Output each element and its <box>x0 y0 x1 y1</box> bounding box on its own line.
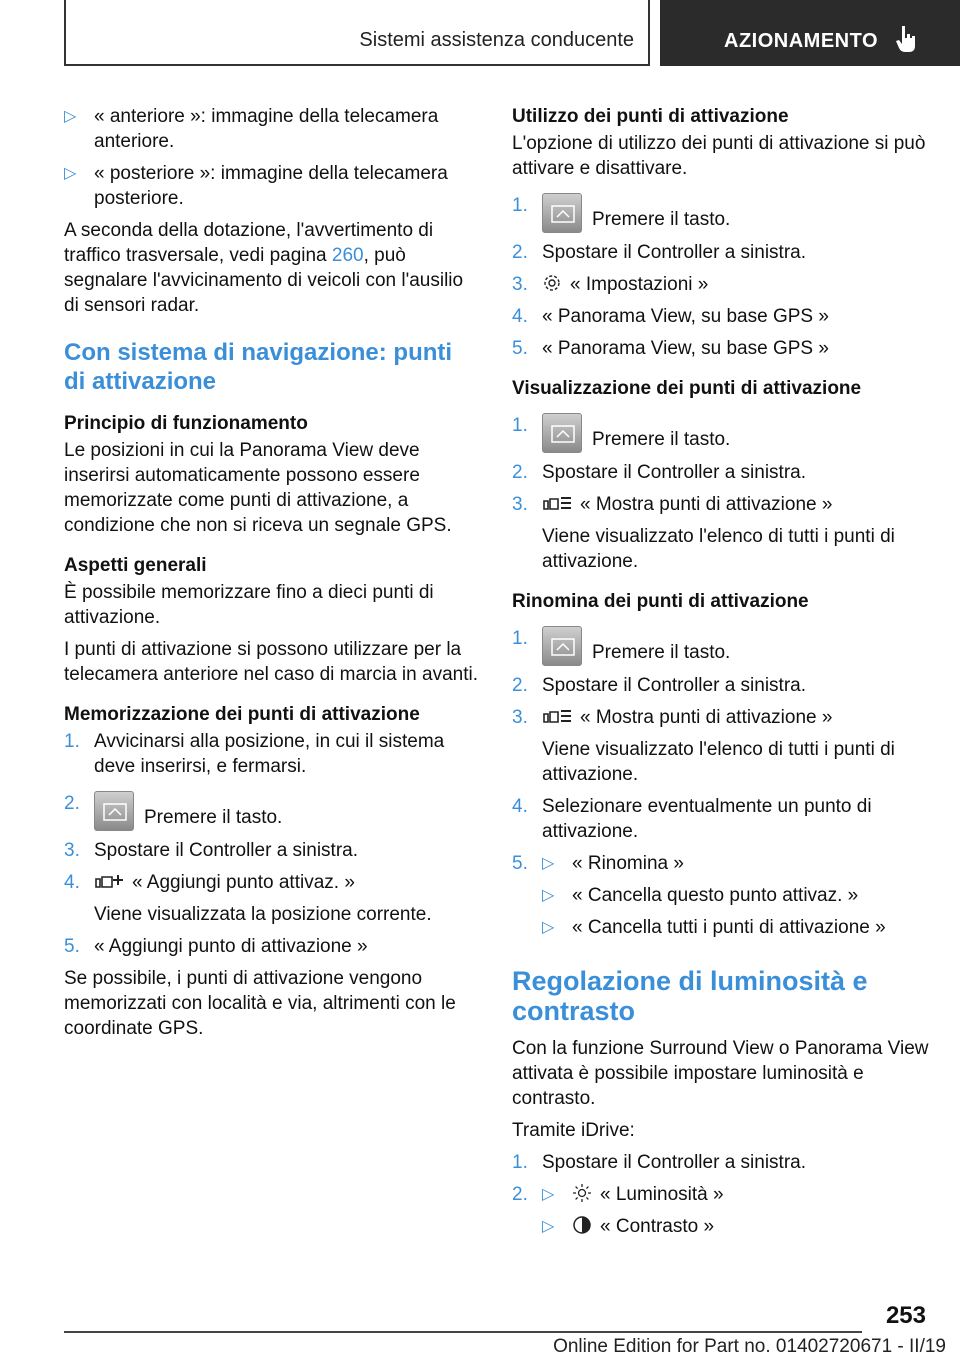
list-item: 5. ▷ « Rinomina » <box>512 851 932 876</box>
add-point-icon <box>94 873 124 891</box>
list-item: 2. ▷ « Luminosità » <box>512 1182 932 1207</box>
subheading: Aspetti generali <box>64 555 207 576</box>
header-section-title: Sistemi assistenza conducente <box>359 29 634 51</box>
sub-list-wrap <box>512 883 932 908</box>
list-item: ▷ « posteriore »: immagine della telecamera posteriore. <box>64 163 448 209</box>
page-number: 253 <box>885 1302 926 1329</box>
list-item: 1. Avvicinarsi alla posizione, in cui il sistema deve inserirsi, e fermarsi. <box>64 731 445 777</box>
camera-button-icon <box>542 193 582 233</box>
subheading: Visualizzazione dei punti di attivazione <box>512 378 862 399</box>
gear-icon <box>542 273 562 293</box>
paragraph: Con la funzione Surround View o Panorama View attivata è possibile impostare luminosità e contrasto. <box>512 1038 929 1109</box>
contrast-icon <box>572 1215 592 1235</box>
paragraph: L'opzione di utilizzo dei punti di attivazione si può attivare e disattivare. <box>512 133 926 179</box>
camera-button-icon <box>542 626 582 666</box>
list-item: 2. Premere il tasto. <box>64 791 478 831</box>
list-item-continuation: Viene visualizzato l'elenco di tutti i punti di attivazione. <box>542 526 895 572</box>
left-column <box>64 104 478 1048</box>
paragraph: È possibile memorizzare fino a dieci punti di attivazione. <box>64 582 434 628</box>
list-item: 2. Spostare il Controller a sinistra. <box>512 675 806 696</box>
footer-rule <box>64 1331 862 1333</box>
footer-edition: Online Edition for Part no. 01402720671 - II/19 <box>553 1336 946 1357</box>
show-points-icon <box>542 708 572 726</box>
subheading: Memorizzazione dei punti di attivazione <box>64 704 420 725</box>
header-section-box <box>64 0 650 66</box>
list-item-continuation: Viene visualizzata la posizione corrente. <box>94 904 432 925</box>
paragraph: Se possibile, i punti di attivazione vengono memorizzati con località e via, altrimenti con le coordinate GPS. <box>64 968 456 1039</box>
subheading: Rinomina dei punti di attivazione <box>512 591 809 612</box>
header-chapter-box <box>660 0 960 66</box>
sub-list-item: ▷ « Cancella tutti i punti di attivazione » <box>542 917 886 938</box>
sub-list-item: ▷ « Cancella questo punto attivaz. » <box>542 885 859 906</box>
list-item: 3. « Mostra punti di attivazione » <box>512 707 833 728</box>
list-item: 4. « Aggiungi punto attivaz. » <box>64 872 355 893</box>
camera-button-icon <box>94 791 134 831</box>
list-item: 4. « Panorama View, su base GPS » <box>512 306 829 327</box>
sub-list-wrap <box>512 915 932 940</box>
list-item: 2. Spostare il Controller a sinistra. <box>512 462 806 483</box>
list-item: 4. Selezionare eventualmente un punto di attivazione. <box>512 796 872 842</box>
sub-list-item: ▷ « Luminosità » <box>542 1184 724 1205</box>
right-column <box>512 104 932 1246</box>
list-item: 3. « Impostazioni » <box>512 274 709 295</box>
page-link[interactable]: 260 <box>331 245 364 266</box>
paragraph: I punti di attivazione si possono utilizzare per la telecamera anteriore nel caso di marcia in avanti. <box>64 639 478 685</box>
list-item: 3. Spostare il Controller a sinistra. <box>64 840 358 861</box>
list-item: 5. « Panorama View, su base GPS » <box>512 338 829 359</box>
subheading: Utilizzo dei punti di attivazione <box>512 106 789 127</box>
show-points-icon <box>542 495 572 513</box>
list-item: 3. « Mostra punti di attivazione » <box>512 494 833 515</box>
hand-pointer-icon <box>896 24 918 52</box>
paragraph: Le posizioni in cui la Panorama View deve inserirsi automaticamente possono essere memorizzate come punti di attivazione, a condizione che non si riceva un segnale GPS. <box>64 440 452 536</box>
list-item: 1. Premere il tasto. <box>512 626 932 666</box>
section-heading: Regolazione di luminosità e contrasto <box>512 966 868 1026</box>
subheading: Principio di funzionamento <box>64 413 308 434</box>
sub-list-item: ▷ « Contrasto » <box>542 1216 715 1237</box>
paragraph: Tramite iDrive: <box>512 1120 635 1141</box>
list-item: 5. « Aggiungi punto di attivazione » <box>64 936 368 957</box>
sub-list-item: ▷ « Rinomina » <box>542 853 684 874</box>
section-heading: Con sistema di navigazione: punti di attivazione <box>64 339 453 395</box>
list-item: 1. Premere il tasto. <box>512 413 932 453</box>
list-item-continuation: Viene visualizzato l'elenco di tutti i punti di attivazione. <box>542 739 895 785</box>
list-item: 2. Spostare il Controller a sinistra. <box>512 242 806 263</box>
camera-button-icon <box>542 413 582 453</box>
paragraph: A seconda della dotazione, l'avvertimento di traffico trasversale, vedi pagina 260, può segnalare l'avvicinamento di veicoli con l'ausilio di sensori radar. <box>64 220 464 316</box>
header-chapter-title: AZIONAMENTO <box>724 30 879 52</box>
list-item: 1. Premere il tasto. <box>512 193 932 233</box>
brightness-icon <box>572 1183 592 1203</box>
list-item: ▷ « anteriore »: immagine della telecamera anteriore. <box>64 106 439 152</box>
sub-list-wrap <box>512 1214 932 1239</box>
list-item: 1. Spostare il Controller a sinistra. <box>512 1152 806 1173</box>
